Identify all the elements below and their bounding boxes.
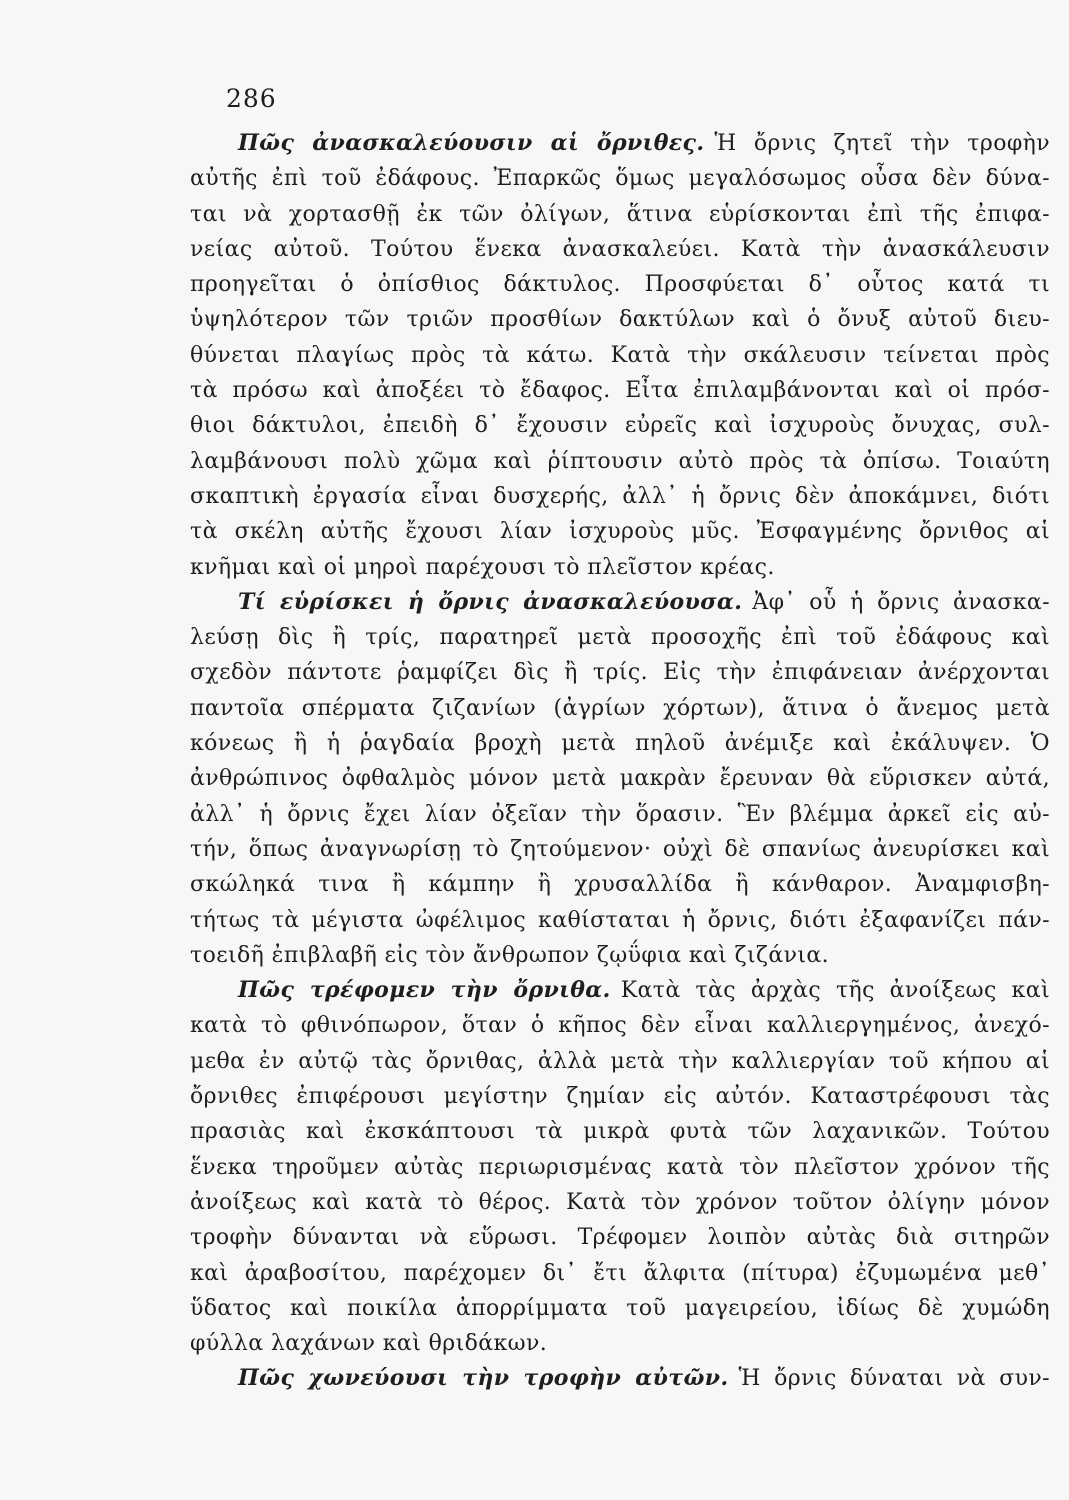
text-line: τὰ πρόσω καὶ ἀποξέει τὸ ἔδαφος. Εἶτα ἐπιλαμβάνονται καὶ οἱ πρόσ- xyxy=(190,378,1050,404)
paragraph-3-first-line xyxy=(190,973,1050,1008)
text-line: τήν, ὅπως ἀναγνωρίσῃ τὸ ζητούμενον· οὐχὶ δὲ σπανίως ἀνευρίσκει καὶ xyxy=(190,836,1050,862)
text-line: Ἡ ὄρνις ζητεῖ τὴν τροφὴν xyxy=(714,131,1050,156)
text-line: Ἀφ᾽ οὗ ἡ ὄρνις ἀνασκα- xyxy=(752,589,1050,615)
text-line: παντοῖα σπέρματα ζιζανίων (ἀγρίων χόρτων), ἅτινα ὁ ἄνεμος μετὰ xyxy=(190,695,1050,721)
text-line: καὶ ἀραβοσίτου, παρέχομεν δι᾽ ἔτι ἄλφιτα (πίτυρα) ἐζυμωμένα μεθ᾽ xyxy=(190,1260,1050,1286)
text-line: κνῆμαι καὶ οἱ μηροὶ παρέχουσι τὸ πλεῖστον κρέας. xyxy=(190,554,775,580)
text-line: θύνεται πλαγίως πρὸς τὰ κάτω. Κατὰ τὴν σκάλευσιν τείνεται πρὸς xyxy=(190,342,1050,368)
text-line: σχεδὸν πάντοτε ῥαμφίζει δὶς ἢ τρίς. Εἰς τὴν ἐπιφάνειαν ἀνέρχονται xyxy=(190,660,1050,686)
text-line: σκαπτικὴ ἐργασία εἶναι δυσχερής, ἀλλ᾽ ἡ ὄρνις δὲν ἀποκάμνει, διότι xyxy=(190,483,1050,509)
text-line: ἀνοίξεως καὶ κατὰ τὸ θέρος. Κατὰ τὸν χρόνον τοῦτον ὀλίγην μόνον xyxy=(190,1189,1050,1215)
page-number: 286 xyxy=(226,84,277,113)
text-line: κατὰ τὸ φθινόπωρον, ὅταν ὁ κῆπος δὲν εἶναι καλλιεργημένος, ἀνεχό- xyxy=(190,1013,1050,1039)
text-line: τήτως τὰ μέγιστα ὠφέλιμος καθίσταται ἡ ὄρνις, διότι ἐξαφανίζει πάν- xyxy=(190,907,1050,933)
text-line: λαμβάνουσι πολὺ χῶμα καὶ ῥίπτουσιν αὐτὸ πρὸς τὰ ὀπίσω. Τοιαύτη xyxy=(190,448,1050,474)
text-line: θιοι δάκτυλοι, ἐπειδὴ δ᾽ ἔχουσιν εὐρεῖς καὶ ἰσχυροὺς ὄνυχας, συλ- xyxy=(190,413,1050,439)
text-line: τὰ σκέλη αὐτῆς ἔχουσι λίαν ἰσχυροὺς μῦς. Ἐσφαγμένης ὄρνιθος αἱ xyxy=(190,519,1050,545)
text-line: ὑψηλότερον τῶν τριῶν προσθίων δακτύλων καὶ ὁ ὄνυξ αὐτοῦ διευ- xyxy=(190,307,1050,333)
body-text xyxy=(190,126,1050,1397)
section-heading: Πῶς τρέφομεν τὴν ὄρνιθα. xyxy=(238,977,611,1004)
text-line: αὐτῆς ἐπὶ τοῦ ἐδάφους. Ἐπαρκῶς ὅμως μεγαλόσωμος οὖσα δὲν δύνα- xyxy=(190,166,1050,192)
text-line: μεθα ἐν αὐτῷ τὰς ὄρνιθας, ἀλλὰ μετὰ τὴν καλλιεργίαν τοῦ κήπου αἱ xyxy=(190,1048,1050,1074)
text-line: σκώληκά τινα ἢ κάμπην ἢ χρυσαλλίδα ἢ κάνθαρον. Ἀναμφισβη- xyxy=(190,872,1050,898)
text-line: τοειδῆ ἐπιβλαβῆ εἰς τὸν ἄνθρωπον ζῳΰφια καὶ ζιζάνια. xyxy=(190,942,830,968)
text-line: ὕδατος καὶ ποικίλα ἀπορρίμματα τοῦ μαγειρείου, ἰδίως δὲ χυμώδη xyxy=(190,1295,1050,1321)
text-line: Κατὰ τὰς ἀρχὰς τῆς ἀνοίξεως καὶ xyxy=(620,978,1050,1004)
text-line: λεύσῃ δὶς ἢ τρίς, παρατηρεῖ μετὰ προσοχῆς ἐπὶ τοῦ ἐδάφους καὶ xyxy=(190,625,1050,651)
paragraph-2-first-line xyxy=(190,585,1050,620)
text-line: ται νὰ χορτασθῇ ἐκ τῶν ὀλίγων, ἅτινα εὑρίσκονται ἐπὶ τῆς ἐπιφα- xyxy=(190,201,1050,227)
text-line: ἀλλ᾽ ἡ ὄρνις ἔχει λίαν ὀξεῖαν τὴν ὅρασιν. Ἓν βλέμμα ἀρκεῖ εἰς αὐ- xyxy=(190,801,1050,827)
section-heading: Πῶς ἀνασκαλεύουσιν αἱ ὄρνιθες. xyxy=(238,130,705,156)
text-line: πρασιὰς καὶ ἐκσκάπτουσι τὰ μικρὰ φυτὰ τῶν λαχανικῶν. Τούτου xyxy=(190,1119,1050,1145)
text-line: ἕνεκα τηροῦμεν αὐτὰς περιωρισμένας κατὰ τὸν πλεῖστον χρόνον τῆς xyxy=(190,1154,1050,1180)
text-line: προηγεῖται ὁ ὀπίσθιος δάκτυλος. Προσφύεται δ᾽ οὗτος κατά τι xyxy=(190,272,1050,298)
section-heading: Τί εὑρίσκει ἡ ὄρνις ἀνασκαλεύουσα. xyxy=(238,588,743,615)
text-line: ἀνθρώπινος ὀφθαλμὸς μόνον μετὰ μακρὰν ἔρευναν θὰ εὕρισκεν αὐτά, xyxy=(190,766,1050,792)
text-line: κόνεως ἢ ἡ ῥαγδαία βροχὴ μετὰ πηλοῦ ἀνέμιξε καὶ ἐκάλυψεν. Ὁ xyxy=(190,731,1050,757)
text-line: Ἡ ὄρνις δύναται νὰ συν- xyxy=(738,1366,1050,1392)
text-line: τροφὴν δύνανται νὰ εὕρωσι. Τρέφομεν λοιπὸν αὐτὰς διὰ σιτηρῶν xyxy=(190,1225,1050,1251)
paragraph-4-first-line xyxy=(190,1361,1050,1396)
text-line: νείας αὐτοῦ. Τούτου ἕνεκα ἀνασκαλεύει. Κατὰ τὴν ἀνασκάλευσιν xyxy=(190,236,1050,262)
section-heading: Πῶς χωνεύουσι τὴν τροφὴν αὐτῶν. xyxy=(238,1365,729,1392)
text-line: ὄρνιθες ἐπιφέρουσι μεγίστην ζημίαν εἰς αὐτόν. Καταστρέφουσι τὰς xyxy=(190,1084,1050,1110)
paragraph-1-first-line xyxy=(190,126,1050,161)
text-line: φύλλα λαχάνων καὶ θριδάκων. xyxy=(190,1331,548,1357)
